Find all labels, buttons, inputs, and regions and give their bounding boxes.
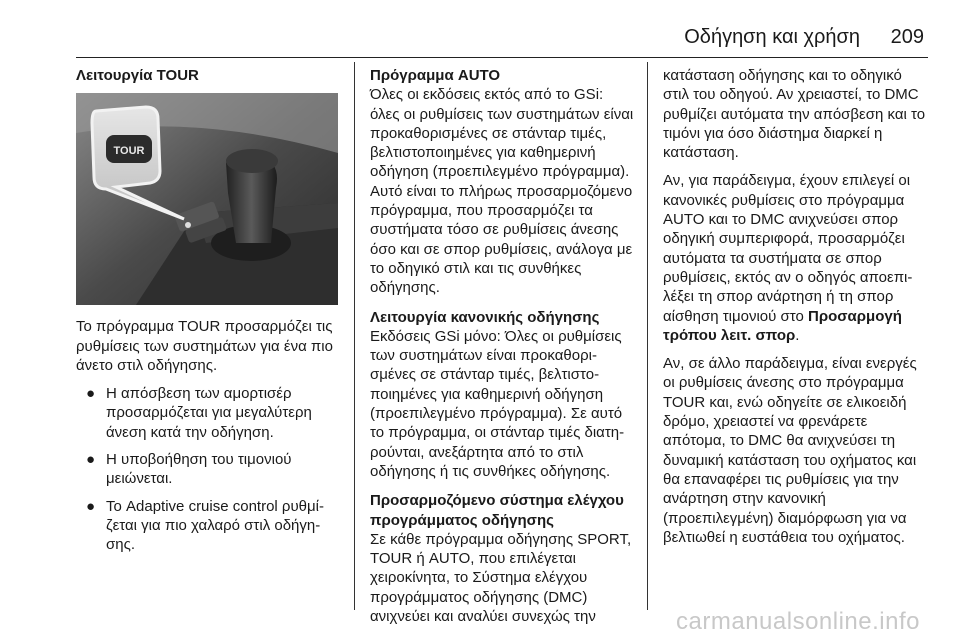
normal-mode-heading: Λειτουργία κανονικής οδήγησης [370,308,600,326]
column-divider-2 [647,62,648,610]
tour-button-photo [76,93,338,305]
adaptive-control-text: Σε κάθε πρόγραμμα οδήγησης SPORT, TOUR ή AUTO, που επιλέγεται χειροκίνητα, το Σύστημα ελέγχου προγράμματος οδήγησης (DMC) ανιχνεύει και αναλύει συνεχώς την [370,530,632,626]
header-divider [76,57,928,58]
list-item: ● Η απόσβεση των αμορτισέρ προσαρμόζεται για μεγαλύτερη άνεση κατά την οδήγηση. [86,385,312,441]
page-number: 209 [890,26,924,48]
auto-program-text: Όλες οι εκδόσεις εκτός από το GSi: όλες οι ρυθμίσεις των συστημάτων είναι προκαθορισμένες σε στάνταρ τιμές, βελτιστοποιημένες για καθημερινή οδήγηση (προεπιλεγμένο πρόγραμμα). Αυτό είναι το πλήρως προσαρμοζόμενο πρόγραμμα, που προσαρμόζει τα συστήματα τόσο σε ρυθμίσεις άνεσης όσο και σε σπορ ρυθμίσεις, ανάλογα με το οδηγικό στιλ και τις συνθήκες οδήγησης. [370,86,634,297]
list-item: ● Το Adaptive cruise control ρυθμίζεται για πιο χαλαρό στιλ οδήγησης. [86,497,324,554]
tour-bullet-list [76,384,342,554]
console-illustration [76,93,338,305]
column-divider-1 [354,62,355,610]
adaptive-control-heading: Προσαρμοζόμενο σύστημα ελέγχου προγράμματος οδήγησης [370,492,624,529]
page-header [0,0,960,60]
bullet-icon: ● [86,497,96,515]
column-2 [370,66,634,626]
bullet-icon: ● [86,385,96,403]
normal-mode-text: Εκδόσεις GSi μόνο: Όλες οι ρυθμίσεις των συστημάτων είναι προκαθορισμένες σε στάνταρ τιμές, βελτιστοποιημένες για καθημερινή οδήγηση (προεπιλεγμένο πρόγραμμα). Σε αυτό το πρόγραμμα, οι στάνταρ τιμές διατηρούνται, ανεξάρτητα από το στιλ οδήγησης ή τις συνθήκες οδήγησης. [370,327,625,480]
sport-mode-setting-ref: Προσαρμογή τρόπου λειτ. σπορ [663,307,902,344]
dmc-example-text: Αν, για παράδειγμα, έχουν επιλεγεί οι κανονικές ρυθμίσεις στο πρόγραμμα AUTO και το DMC ανιχνεύσει σπορ οδηγική συμπεριφορά, προσαρμόζει αυτόματα τα συστήματα σε σπορ ρυθμίσεις, εκτός αν ο οδηγός αποεπιλέξει τη σπορ ανάρτηση ή τη σπορ αίσθηση τιμονιού στο Προσαρμογή τρόπου λειτ. σπορ. [663,172,913,344]
tour-mode-heading: Λειτουργία TOUR [76,67,199,84]
bullet-icon: ● [86,451,96,469]
auto-program-heading: Πρόγραμμα AUTO [370,67,501,84]
column-3 [663,66,930,556]
dmc-second-example-text: Αν, σε άλλο παράδειγμα, είναι ενεργές οι ρυθμίσεις άνεσης στο πρόγραμμα TOUR και, ενώ οδηγείτε σε ελικοειδή δρόμο, χρειαστεί να φρενάρετε απότομα, το DMC θα ανιχνεύσει τη δυναμική κατάσταση του οχήματος και θα επαναφέρει τις ρυθμίσεις για την ανάρτηση στην κανονική (προεπιλεγμένη) διαμόρφωση για να βελτιωθεί η ευστάθεια του οχήματος. [663,355,917,546]
tour-description: Το πρόγραμμα TOUR προσαρμόζει τις ρυθμίσεις των συστημάτων για ένα πιο άνετο στιλ οδήγησης. [76,318,333,374]
column-1 [76,66,342,563]
list-item: ● Η υποβοήθηση του τιμονιού μειώνεται. [86,451,292,488]
tour-button-label: TOUR [113,145,145,158]
watermark: carmanualsonline.info [676,608,920,635]
section-title: Οδήγηση και χρήση [684,26,860,48]
dmc-continued-text: κατάσταση οδήγησης και το οδηγικό στιλ του οδηγού. Αν χρειαστεί, το DMC ρυθμίζει αυτόματα την απόσβεση και το τιμόνι για όσο διάστημα διαρκεί η κατάσταση. [663,67,926,162]
